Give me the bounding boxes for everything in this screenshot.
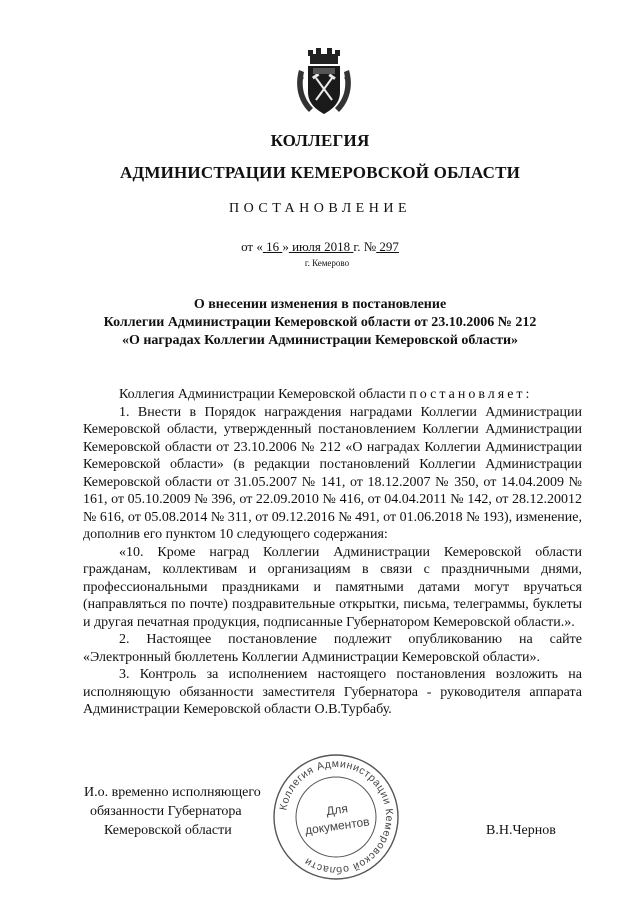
official-stamp [271, 752, 401, 882]
stamp-ring-text: Коллегия Администрации Кемеровской области [277, 757, 396, 877]
stamp-center-line1: Для [325, 801, 349, 819]
document-title [0, 296, 640, 350]
date-day: 16 [266, 239, 280, 254]
title-line3: «О наградах Коллегии Администрации Кемеровской области» [121, 333, 519, 348]
date-mid: » [282, 239, 289, 254]
position-line3: Кемеровской области [104, 823, 232, 838]
paragraph-1: 1. Внести в Порядок награждения наградами Коллегии Администрации Кемеровской области, утвержденный постановлением Коллегии Администрации Кемеровской области от 23.10.2006 № 212 «О наградах Коллегии Администрации Кемеровской области» (в редакции постановлений Коллегии Администрации Кемеровской области от 31.05.2007 № 141, от 18.12.2007 № 350, от 14.04.2009 № 161, от 05.10.2009 № 396, от 22.09.2010 № 416, от 04.04.2011 № 142, от 28.12.20012 № 616, от 05.08.2014 № 311, от 09.12.2016 № 491, от 01.06.2018 № 193), изменение, дополнив его пунктом 10 следующего содержания: [83, 404, 582, 542]
position-line1: И.о. временно исполняющего [84, 785, 261, 800]
org-name-line2: АДМИНИСТРАЦИИ КЕМЕРОВСКОЙ ОБЛАСТИ [119, 163, 521, 182]
decree-word: постановляет: [409, 387, 533, 402]
svg-text:Коллегия Администрации Кемеров [277, 758, 395, 876]
date-number-line [0, 239, 640, 255]
lead-paragraph [83, 386, 582, 404]
org-name-line1: КОЛЛЕГИЯ [270, 131, 370, 150]
signatory-name: В.Н.Чернов [486, 823, 556, 838]
paragraph-2: 2. Настоящее постановление подлежит опубликованию на сайте «Электронный бюллетень Коллегии Администрации Кемеровской области». [83, 632, 582, 665]
document-body [83, 386, 582, 719]
position-line2: обязанности Губернатора [90, 804, 242, 819]
date-month-year: июля 2018 [292, 239, 351, 254]
lead-text: Коллегия Администрации Кемеровской области [119, 387, 406, 402]
title-line1: О внесении изменения в постановление [193, 297, 447, 312]
stamp-center-line2: документов [304, 814, 371, 838]
date-prefix: от « [241, 239, 263, 254]
number-sign: № [363, 239, 377, 254]
signature-position [84, 783, 284, 840]
paragraph-1-quote: «10. Кроме наград Коллегии Администрации Кемеровской области гражданам, коллективам и организациям в связи с праздничными днями, профессиональными праздниками и памятными датами могут вручаться (направляться по почте) поздравительные открытки, письма, телеграммы, буклеты и другая печатная продукция, подписанные Губернатором Кемеровской области.». [83, 544, 582, 630]
title-line2: Коллегии Администрации Кемеровской области от 23.10.2006 № 212 [103, 315, 537, 330]
paragraph-3: 3. Контроль за исполнением настоящего постановления возложить на исполняющую обязанности заместителя Губернатора - руководителя аппарата Администрации Кемеровской области О.В.Турбабу. [83, 667, 582, 717]
document-number: 297 [379, 239, 399, 254]
document-type: ПОСТАНОВЛЕНИЕ [228, 201, 412, 216]
coat-of-arms-icon [293, 48, 355, 118]
city: г. Кемерово [304, 258, 350, 268]
date-year-suffix: г. [353, 239, 361, 254]
